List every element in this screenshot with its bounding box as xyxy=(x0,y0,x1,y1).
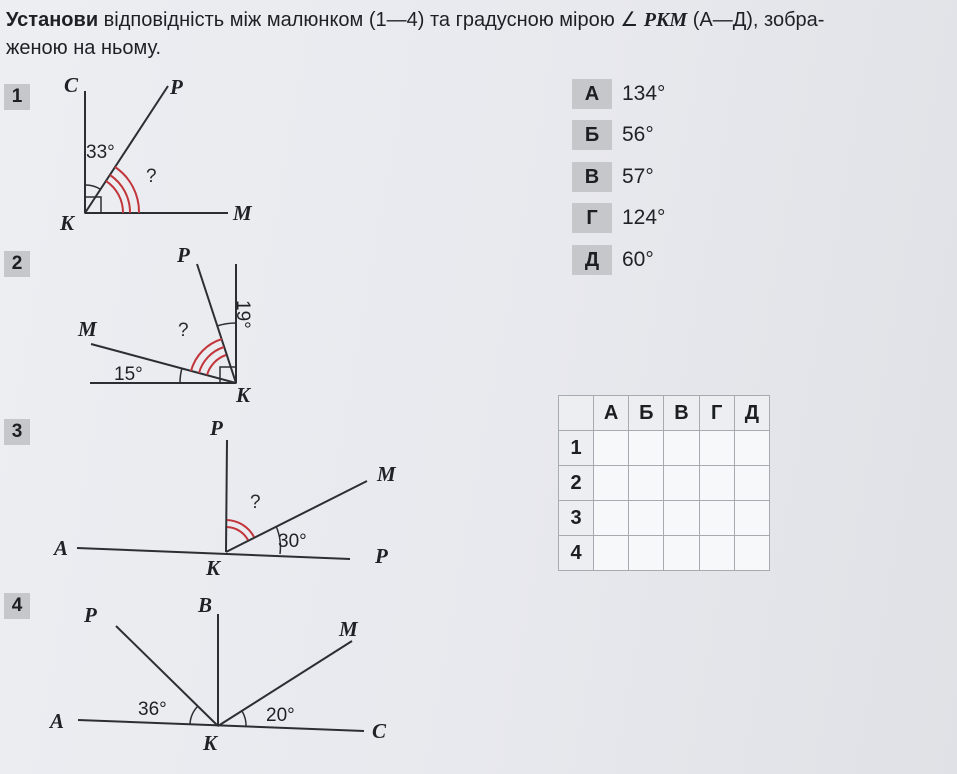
option-letter: Г xyxy=(572,203,612,233)
figure-2-diagram xyxy=(70,240,270,410)
grid-cell[interactable] xyxy=(734,466,769,501)
task-bold-lead: Установи xyxy=(6,9,99,31)
grid-cell[interactable] xyxy=(664,466,699,501)
grid-col-header: А xyxy=(594,396,629,431)
task-text-before: відповідність між малюнком (1—4) та градусною мірою xyxy=(98,9,621,31)
grid-cell[interactable] xyxy=(629,501,664,536)
arc-33 xyxy=(85,185,100,189)
grid-cell[interactable] xyxy=(699,501,734,536)
label-p: P xyxy=(170,75,183,99)
grid-cell[interactable] xyxy=(734,431,769,466)
task-text-after: (А—Д), зобра- xyxy=(687,9,825,31)
figure-4-diagram xyxy=(40,590,400,760)
option-letter: В xyxy=(572,162,612,192)
grid-cell[interactable] xyxy=(699,536,734,571)
line-ac xyxy=(78,720,364,731)
ray-kp xyxy=(226,440,227,552)
grid-row-header: 3 xyxy=(559,501,594,536)
grid-cell[interactable] xyxy=(699,466,734,501)
unknown-mark: ? xyxy=(146,166,157,187)
grid-row xyxy=(559,431,770,466)
unknown-angle-arc xyxy=(227,520,254,540)
task-statement xyxy=(6,6,946,62)
given-angle-33: 33° xyxy=(86,142,115,163)
figure-3-number: 3 xyxy=(4,419,30,445)
option-letter: А xyxy=(572,79,612,109)
grid-row-header: 4 xyxy=(559,536,594,571)
grid-cell[interactable] xyxy=(629,431,664,466)
label-c: C xyxy=(64,73,79,97)
grid-cell[interactable] xyxy=(594,536,629,571)
label-p: P xyxy=(177,243,190,267)
grid-cell[interactable] xyxy=(664,536,699,571)
label-m: M xyxy=(78,317,97,341)
grid-cell[interactable] xyxy=(629,466,664,501)
label-k: K xyxy=(203,731,218,755)
given-angle-20: 20° xyxy=(266,705,295,726)
task-line-2: женою на ньому. xyxy=(6,37,162,59)
label-p-top: P xyxy=(210,416,223,440)
label-k: K xyxy=(236,383,251,407)
option-value: 57° xyxy=(622,165,654,188)
grid-cell[interactable] xyxy=(594,501,629,536)
ray-kp xyxy=(116,626,218,726)
grid-cell[interactable] xyxy=(664,501,699,536)
grid-row xyxy=(559,501,770,536)
label-a: A xyxy=(50,709,65,733)
figure-4-number: 4 xyxy=(4,593,30,619)
label-c: C xyxy=(372,719,387,743)
given-angle-30: 30° xyxy=(278,531,307,552)
angle-name: PKM xyxy=(643,9,688,31)
label-k: K xyxy=(206,556,221,580)
label-m: M xyxy=(377,462,396,486)
grid-row-header: 1 xyxy=(559,431,594,466)
label-a: A xyxy=(54,536,69,560)
grid-col-header: Б xyxy=(629,396,664,431)
figure-1-diagram xyxy=(50,70,300,240)
grid-row xyxy=(559,536,770,571)
unknown-mark: ? xyxy=(250,492,261,513)
grid-cell[interactable] xyxy=(629,536,664,571)
given-angle-15: 15° xyxy=(114,364,143,385)
figure-2-number: 2 xyxy=(4,251,30,277)
arc-15 xyxy=(180,368,182,383)
grid-row-header: 2 xyxy=(559,466,594,501)
grid-col-header: В xyxy=(664,396,699,431)
unknown-mark: ? xyxy=(178,320,189,341)
grid-cell[interactable] xyxy=(734,536,769,571)
option-letter: Б xyxy=(572,120,612,150)
grid-cell[interactable] xyxy=(734,501,769,536)
grid-col-header: Г xyxy=(699,396,734,431)
label-m: M xyxy=(339,617,358,641)
option-value: 56° xyxy=(622,123,654,146)
label-m: M xyxy=(233,201,252,225)
option-value: 60° xyxy=(622,248,654,271)
label-k: K xyxy=(60,211,75,235)
grid-cell[interactable] xyxy=(594,431,629,466)
arc-36 xyxy=(190,706,198,724)
grid-cell[interactable] xyxy=(594,466,629,501)
figure-3-diagram xyxy=(50,415,410,585)
angle-symbol: ∠ xyxy=(620,9,639,31)
arc-20 xyxy=(242,711,246,727)
given-angle-19: 19° xyxy=(232,300,253,329)
grid-corner xyxy=(559,396,594,431)
option-letter: Д xyxy=(572,245,612,275)
grid-header-row xyxy=(559,396,770,431)
label-p-right: P xyxy=(375,544,388,568)
grid-row xyxy=(559,466,770,501)
grid-cell[interactable] xyxy=(664,431,699,466)
label-p: P xyxy=(84,603,97,627)
option-value: 124° xyxy=(622,206,666,229)
given-angle-36: 36° xyxy=(138,699,167,720)
label-b: B xyxy=(198,593,213,617)
figure-1-number: 1 xyxy=(4,84,30,110)
grid-col-header: Д xyxy=(734,396,769,431)
option-value: 134° xyxy=(622,82,666,105)
grid-cell[interactable] xyxy=(699,431,734,466)
answer-grid xyxy=(558,395,770,571)
